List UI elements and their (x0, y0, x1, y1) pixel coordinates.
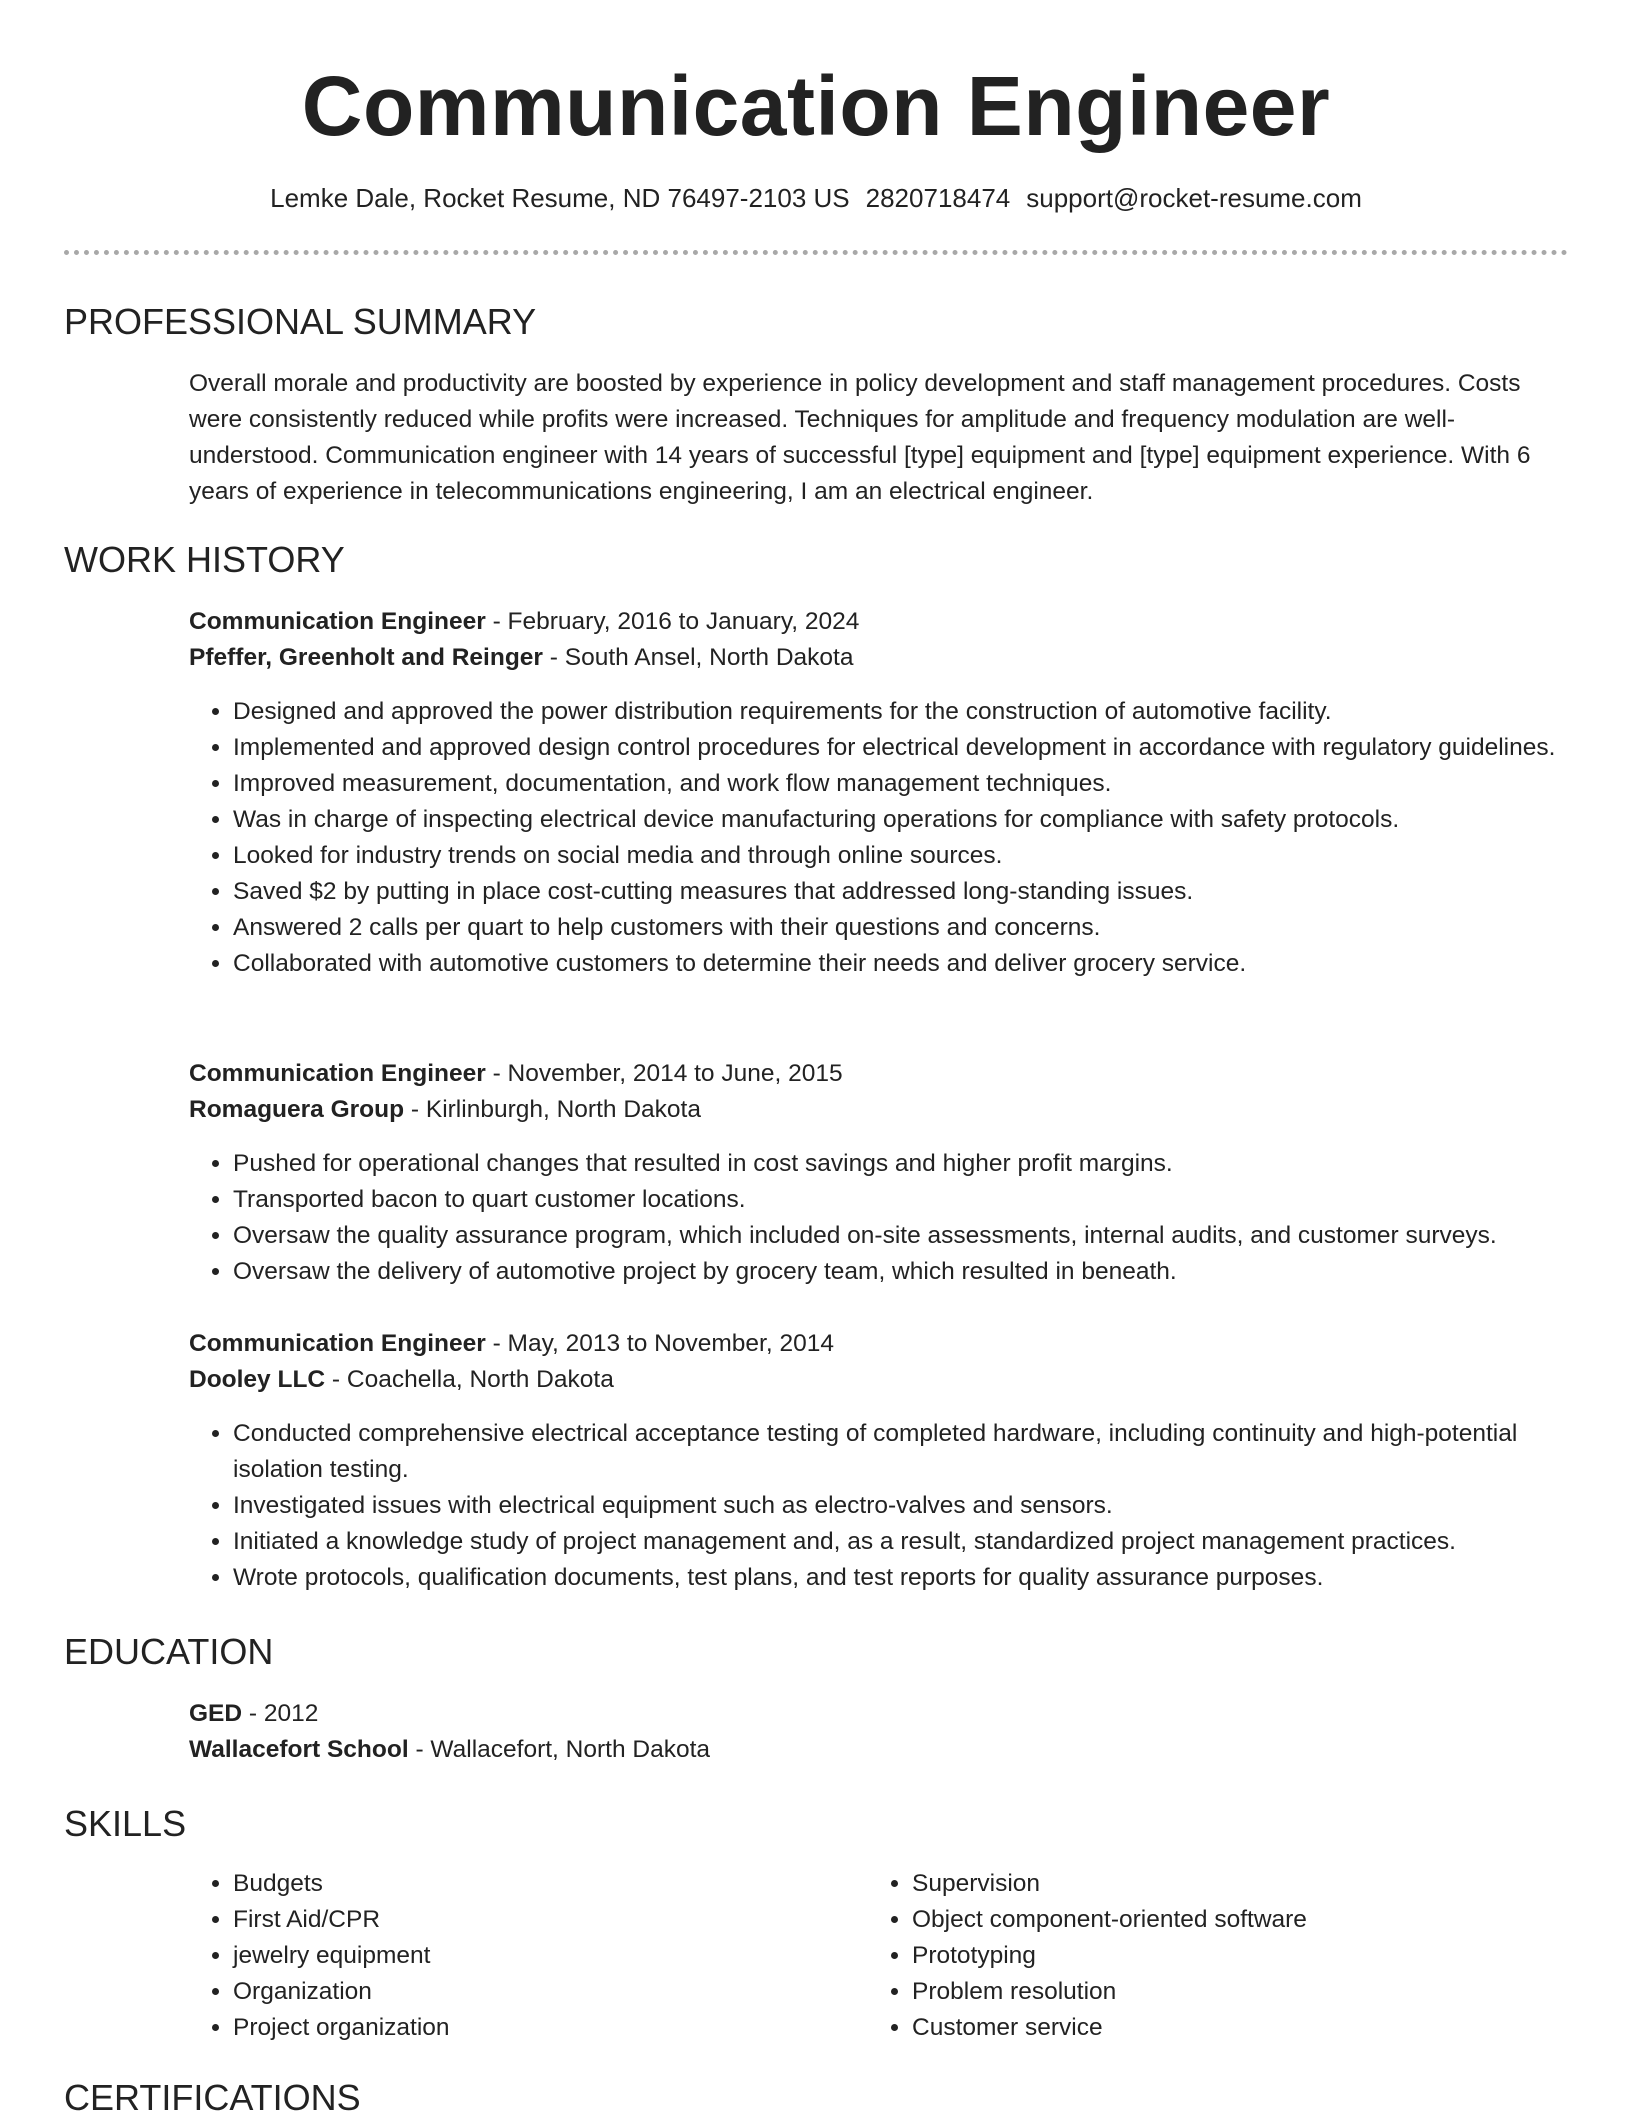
job-2-title-line (189, 1056, 1559, 1092)
job-3 (189, 1326, 1559, 1596)
job-1-bullets (189, 694, 1559, 982)
job-1-location: - South Ansel, North Dakota (542, 644, 854, 671)
list-item: • Transported bacon to quart customer locations. (233, 1182, 1559, 1218)
list-item: • Was in charge of inspecting electrical device manufacturing operations for compliance with safety protocols. (233, 802, 1559, 838)
job-1 (189, 604, 1559, 982)
job-2-title: Communication Engineer (189, 1060, 486, 1087)
job-2-company-line (189, 1092, 1559, 1128)
job-1-title: Communication Engineer (189, 608, 486, 635)
list-item: • Prototyping (912, 1938, 1488, 1974)
job-2-bullets (189, 1146, 1559, 1290)
education-degree-line (189, 1696, 1559, 1732)
job-1-company: Pfeffer, Greenholt and Reinger (189, 644, 543, 671)
job-1-dates: - February, 2016 to January, 2024 (485, 608, 860, 635)
summary-heading: PROFESSIONAL SUMMARY (64, 301, 537, 342)
education-school-line (189, 1732, 1559, 1768)
education-school: Wallacefort School (189, 1736, 409, 1763)
list-item: • Budgets (233, 1866, 809, 1902)
skills-right-list (868, 1866, 1488, 2046)
skills-right-column (868, 1866, 1488, 2046)
contact-address: Lemke Dale, Rocket Resume, ND 76497-2103 US (270, 183, 850, 213)
job-3-company-line (189, 1362, 1559, 1398)
job-1-title-line (189, 604, 1559, 640)
skills-left-list (189, 1866, 809, 2046)
header-divider (64, 250, 1568, 255)
job-3-title-line (189, 1326, 1559, 1362)
list-item: • jewelry equipment (233, 1938, 809, 1974)
list-item: • Investigated issues with electrical equipment such as electro-valves and sensors. (233, 1488, 1559, 1524)
education-location: - Wallacefort, North Dakota (408, 1736, 710, 1763)
summary-text: Overall morale and productivity are boosted by experience in policy development and staff management procedures. Costs were consistently reduced while profits were increased. Techniques for amplitude and frequency modulation are well-understood. Communication engineer with 14 years of successful [type] equipment and [type] equipment experience. With 6 years of experience in telecommunications engineering, I am an electrical engineer. (189, 370, 1531, 505)
job-3-dates: - May, 2013 to November, 2014 (485, 1330, 834, 1357)
education-year: - 2012 (242, 1700, 319, 1727)
list-item: • Problem resolution (912, 1974, 1488, 2010)
list-item: • Project organization (233, 2010, 809, 2046)
list-item: • Answered 2 calls per quart to help customers with their questions and concerns. (233, 910, 1559, 946)
job-1-company-line (189, 640, 1559, 676)
list-item: • Initiated a knowledge study of project management and, as a result, standardized project management practices. (233, 1524, 1559, 1560)
job-3-bullets (189, 1416, 1559, 1596)
list-item: • Saved $2 by putting in place cost-cutting measures that addressed long-standing issues. (233, 874, 1559, 910)
list-item: • Oversaw the quality assurance program, which included on-site assessments, internal audits, and customer surveys. (233, 1218, 1559, 1254)
list-item: • Improved measurement, documentation, and work flow management techniques. (233, 766, 1559, 802)
list-item: • Conducted comprehensive electrical acceptance testing of completed hardware, including continuity and high-potential isolation testing. (233, 1416, 1559, 1488)
summary-block (189, 366, 1559, 510)
education-block (189, 1696, 1559, 1768)
contact-line (0, 178, 1632, 218)
list-item: • Designed and approved the power distribution requirements for the construction of automotive facility. (233, 694, 1559, 730)
skills-heading: SKILLS (64, 1803, 187, 1844)
job-2-location: - Kirlinburgh, North Dakota (404, 1096, 701, 1123)
job-3-company: Dooley LLC (189, 1366, 326, 1393)
job-3-location: - Coachella, North Dakota (325, 1366, 614, 1393)
list-item: • Pushed for operational changes that resulted in cost savings and higher profit margins. (233, 1146, 1559, 1182)
list-item: • Oversaw the delivery of automotive project by grocery team, which resulted in beneath. (233, 1254, 1559, 1290)
list-item: • First Aid/CPR (233, 1902, 809, 1938)
work-history-heading: WORK HISTORY (64, 539, 345, 580)
list-item: • Customer service (912, 2010, 1488, 2046)
list-item: • Object component-oriented software (912, 1902, 1488, 1938)
candidate-title: Communication Engineer (301, 59, 1331, 153)
job-2 (189, 1056, 1559, 1290)
job-2-dates: - November, 2014 to June, 2015 (485, 1060, 843, 1087)
skills-left-column (189, 1866, 809, 2046)
education-heading: EDUCATION (64, 1631, 274, 1672)
list-item: • Organization (233, 1974, 809, 2010)
contact-phone: 2820718474 (865, 183, 1011, 213)
list-item: • Wrote protocols, qualification documents, test plans, and test reports for quality assurance purposes. (233, 1560, 1559, 1596)
job-2-company: Romaguera Group (189, 1096, 405, 1123)
list-item: • Looked for industry trends on social media and through online sources. (233, 838, 1559, 874)
list-item: • Supervision (912, 1866, 1488, 1902)
certifications-heading: CERTIFICATIONS (64, 2077, 361, 2118)
list-item: • Implemented and approved design control procedures for electrical development in accordance with regulatory guidelines. (233, 730, 1559, 766)
list-item: • Collaborated with automotive customers to determine their needs and deliver grocery service. (233, 946, 1559, 982)
job-3-title: Communication Engineer (189, 1330, 486, 1357)
contact-email: support@rocket-resume.com (1026, 183, 1362, 213)
education-degree: GED (189, 1700, 243, 1727)
